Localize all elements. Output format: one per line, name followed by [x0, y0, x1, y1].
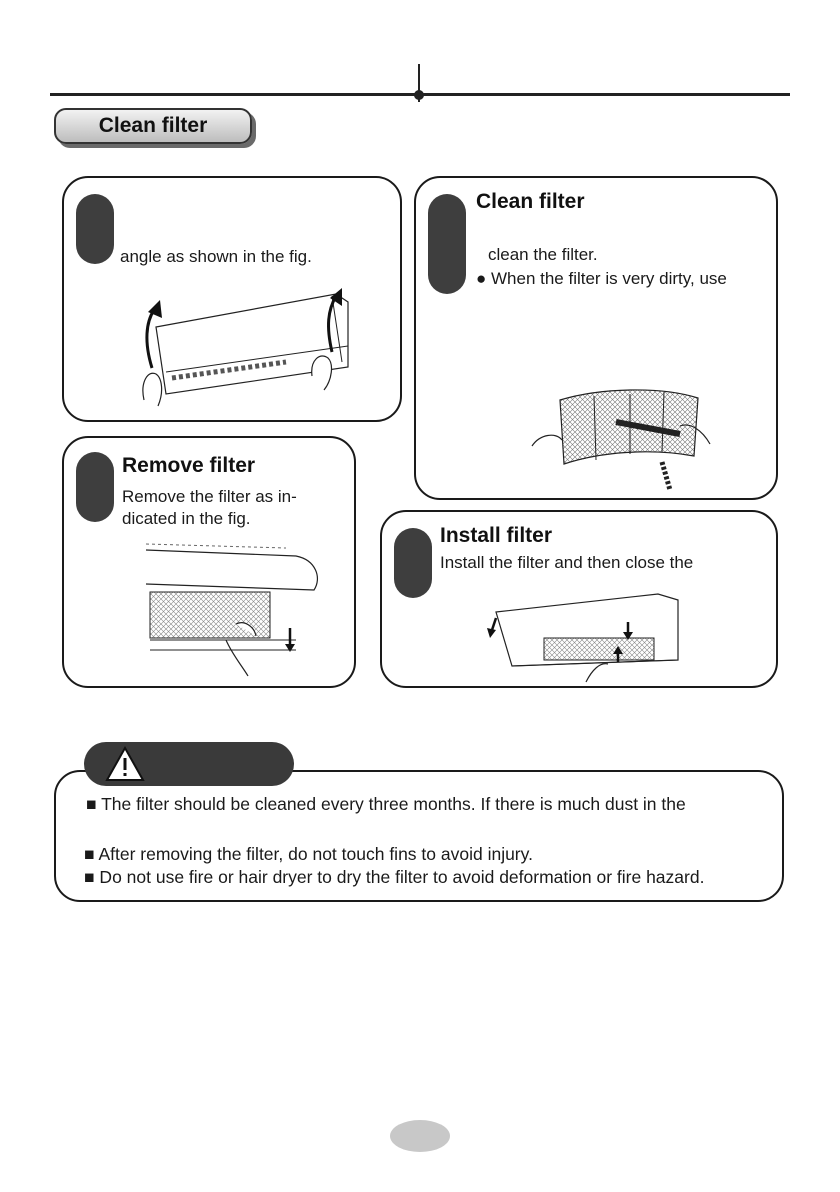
warning-triangle-icon [104, 745, 146, 783]
step-text-line: Remove the filter as in- [122, 487, 297, 506]
step-card-install-filter [380, 510, 778, 688]
step-text-line: Install the filter and then close the [440, 553, 694, 572]
step-heading: Install filter [440, 524, 553, 547]
page-number-oval [390, 1120, 450, 1152]
step-card-remove-filter [62, 436, 356, 688]
caution-box [54, 770, 784, 902]
step-bullet-line: ● When the filter is very dirty, use [476, 269, 727, 288]
remove-filter-illustration [146, 544, 326, 676]
section-title: Clean filter [54, 108, 252, 144]
caution-line: ■ Do not use fire or hair dryer to dry the filter to avoid deformation or fire hazard. [84, 867, 705, 887]
step-card-clean-filter [414, 176, 778, 500]
clean-filter-illustration [530, 382, 720, 492]
step-text-line: angle as shown in the fig. [120, 247, 312, 266]
step-number-marker [76, 452, 114, 522]
step-number-marker [76, 194, 114, 264]
step-text-line: clean the filter. [488, 245, 598, 264]
step-number-marker [394, 528, 432, 598]
step-card-open-panel [62, 176, 402, 422]
install-filter-illustration [482, 590, 692, 682]
step-heading: Clean filter [476, 190, 585, 213]
step-number-marker [428, 194, 466, 294]
step-heading: Remove filter [122, 454, 256, 477]
open-panel-illustration [136, 282, 356, 412]
caution-line: ■ The filter should be cleaned every three months. If there is much dust in the [86, 794, 686, 814]
step-text-line: dicated in the fig. [122, 509, 251, 528]
caution-line: ■ After removing the filter, do not touch fins to avoid injury. [84, 844, 533, 864]
header-dot [414, 90, 424, 100]
caution-tab [84, 742, 294, 786]
